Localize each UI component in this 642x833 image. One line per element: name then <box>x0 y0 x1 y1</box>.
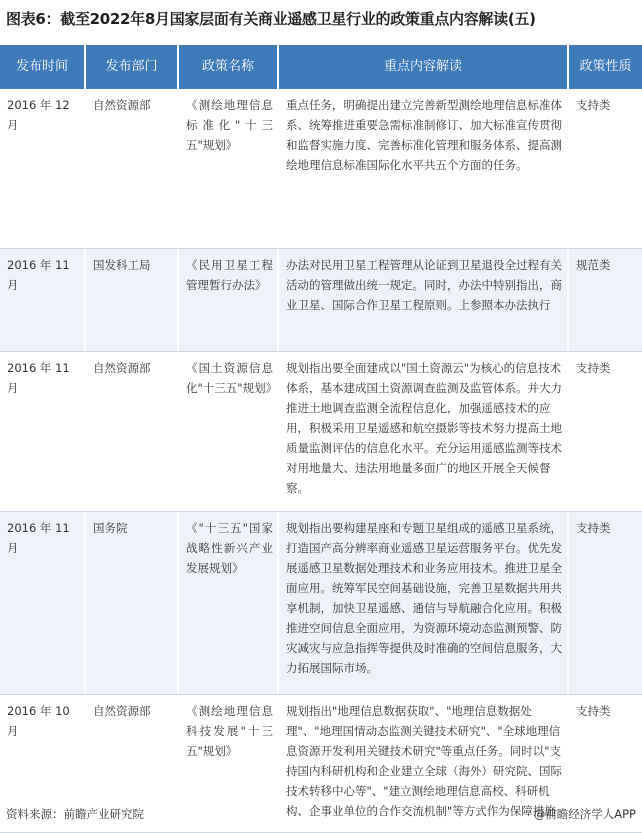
header-dept: 发布部门 <box>84 45 177 89</box>
header-name: 政策名称 <box>177 45 277 89</box>
source-note: 资料来源：前瞻产业研究院 <box>6 807 144 821</box>
row-nature: 支持类 <box>567 352 642 511</box>
row-policy-name: 《国土资源信息化"十三五"规划》 <box>186 361 278 395</box>
row-date: 2016 年 12 月 <box>7 98 70 132</box>
row-content: 规划指出要全面建成以"国土资源云"为核心的信息技术体系，基本建成国土资源调查监测及监管体系。并大力推进土地调查监测全流程信息化，加强遥感技术的应用，积极采用卫星遥感和航空摄影等技术努力提高土地质量监测评估的信息化水平。充分运用遥感监测等技术对用地量大、违法用地量多面广的地区开展全天候督察。 <box>277 352 567 511</box>
table-row <box>0 512 642 695</box>
row-dept: 国务院 <box>84 512 177 694</box>
row-nature: 规范类 <box>567 249 642 351</box>
row-dept: 国发科工局 <box>84 249 177 351</box>
row-content: 办法对民用卫星工程管理从论证到卫星退役全过程有关活动的管理做出统一规定。同时，办法中特别指出，商业卫星、国际合作卫星工程原则。上参照本办法执行 <box>277 249 567 351</box>
row-date: 2016 年 11 月 <box>7 258 70 292</box>
table-row <box>0 249 642 352</box>
brand-credit: @前瞻经济学人APP <box>533 807 636 821</box>
row-nature: 支持类 <box>567 695 642 832</box>
row-dept: 自然资源部 <box>84 695 177 832</box>
row-date: 2016 年 11 月 <box>7 521 70 555</box>
header-nature: 政策性质 <box>567 45 642 89</box>
header-content: 重点内容解读 <box>277 45 567 89</box>
row-content: 规划指出"地理信息数据获取"、"地理信息数据处理"、"地理国情动态监测关键技术研究"、"全球地理信息资源开发利用关键技术研究"等重点任务。同时以"支持国内科研机构和企业建立全球（海外）研究院、国际技术转移中心等"、"建立测绘地理信息高校、科研机构、企事业单位的合作交流机制"等方式作为保障措施 <box>277 695 567 832</box>
row-dept: 自然资源部 <box>84 352 177 511</box>
row-policy-name: 《民用卫星工程管理暂行办法》 <box>186 258 273 292</box>
row-content: 规划指出要构建星座和专题卫星组成的遥感卫星系统，打造国产高分辨率商业遥感卫星运营服务平台。优先发展遥感卫星数据处理技术和业务应用技术。推进卫星全面应用。统筹军民空间基础设施，完善卫星数据共用共享机制，加快卫星遥感、通信与导航融合化应用。积极推进空间信息全面应用，为资源环境动态监测预警、防灾减灾与应急指挥等提供及时准确的空间信息服务，大力拓展国际市场。 <box>277 512 567 694</box>
table-row <box>0 352 642 512</box>
row-policy-name: 《测绘地理信息科技发展"十三五"规划》 <box>186 704 273 758</box>
row-nature: 支持类 <box>567 89 642 248</box>
row-nature: 支持类 <box>567 512 642 694</box>
row-policy-name: 《测绘地理信息标准化"十三五"规划》 <box>186 98 273 152</box>
table-header <box>0 45 642 89</box>
policy-table <box>0 45 642 833</box>
row-policy-name: 《"十三五"国家战略性新兴产业发展规划》 <box>186 521 273 575</box>
row-content: 重点任务，明确提出建立完善新型测绘地理信息标准体系、统筹推进重要急需标准制修订、加大标准宣传贯彻和监督实施力度、完善标准化管理和服务体系、提高测绘地理信息标准国际化水平共五个方面的任务。 <box>277 89 567 248</box>
page-title: 图表6：截至2022年8月国家层面有关商业遥感卫星行业的政策重点内容解读(五) <box>6 10 536 28</box>
row-date: 2016 年 11 月 <box>7 361 70 395</box>
header-date: 发布时间 <box>15 59 68 74</box>
table-row <box>0 89 642 249</box>
row-dept: 自然资源部 <box>84 89 177 248</box>
row-date: 2016 年 10 月 <box>7 704 70 738</box>
